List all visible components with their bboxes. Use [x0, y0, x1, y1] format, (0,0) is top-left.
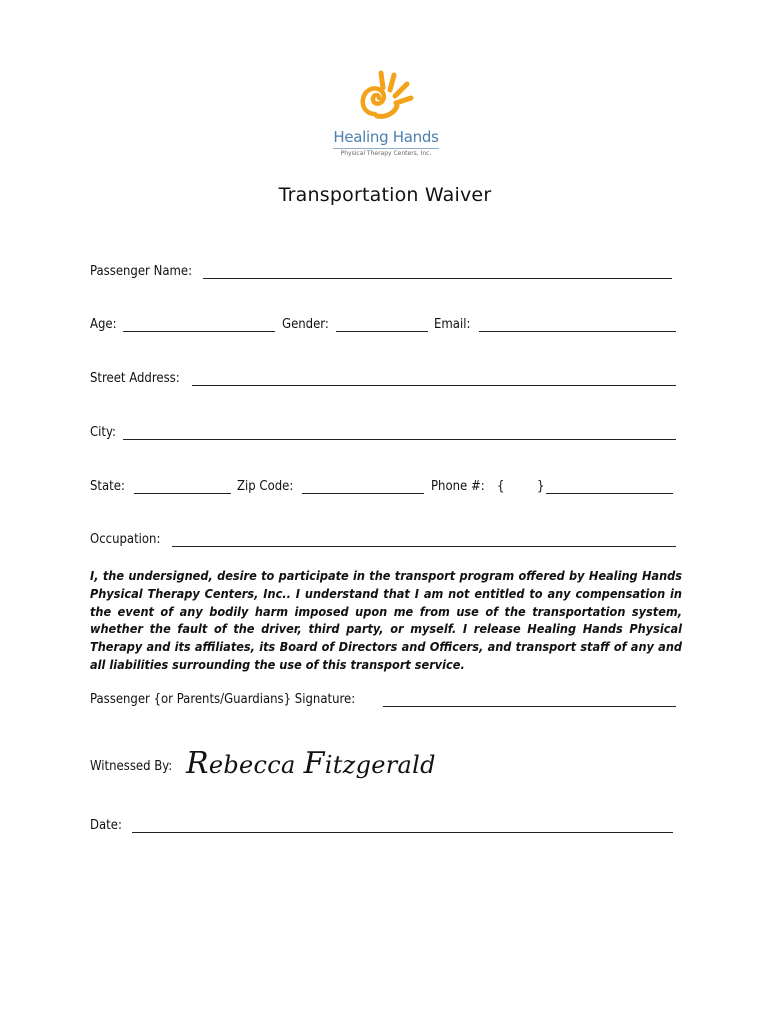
- waiver-line: I, the undersigned, desire to participate in the transport program offered by Healing Hands: [90, 568, 682, 583]
- passenger-name-row: [90, 263, 680, 283]
- witness-signature-last-rest: itzgerald: [324, 751, 436, 779]
- brand-name: Healing Hands: [333, 128, 439, 146]
- passenger-name-label: Passenger Name:: [90, 264, 193, 279]
- state-field[interactable]: [134, 493, 231, 494]
- occupation-label: Occupation:: [90, 532, 161, 547]
- waiver-statement: [90, 567, 682, 674]
- date-label: Date:: [90, 818, 122, 833]
- city-label: City:: [90, 425, 116, 440]
- phone-area-open-brace: {: [497, 479, 505, 494]
- zip-code-field[interactable]: [302, 493, 424, 494]
- street-address-row: [90, 370, 680, 390]
- age-label: Age:: [90, 317, 117, 332]
- email-label: Email:: [434, 317, 471, 332]
- witness-signature-first-rest: ebecca: [208, 751, 304, 779]
- age-field[interactable]: [123, 331, 275, 332]
- brand-tagline: Physical Therapy Centers, Inc.: [340, 150, 432, 157]
- occupation-row: [90, 531, 680, 551]
- city-field[interactable]: [123, 439, 676, 440]
- city-row: [90, 424, 680, 444]
- company-logo: [325, 70, 447, 165]
- date-row: [90, 817, 680, 837]
- page-title: Transportation Waiver: [278, 184, 492, 206]
- waiver-line: whether the fault of the driver, third party, or myself. I release Healing Hands Physical: [90, 621, 682, 637]
- phone-field[interactable]: [546, 493, 673, 494]
- witness-signature: [186, 746, 436, 781]
- email-field[interactable]: [479, 331, 676, 332]
- passenger-name-field[interactable]: [203, 278, 672, 279]
- waiver-line: Therapy and its affiliates, its Board of Directors and Officers, and transport staff of any and: [90, 639, 682, 655]
- witness-signature-last-initial: F: [303, 746, 325, 781]
- street-address-label: Street Address:: [90, 371, 180, 386]
- witness-signature-first-initial: R: [186, 746, 209, 781]
- phone-label: Phone #:: [431, 479, 485, 494]
- state-zip-phone-row: [90, 478, 680, 498]
- state-label: State:: [90, 479, 125, 494]
- witnessed-by-label: Witnessed By:: [90, 759, 173, 774]
- street-address-field[interactable]: [192, 385, 676, 386]
- gender-field[interactable]: [336, 331, 428, 332]
- zip-code-label: Zip Code:: [237, 479, 294, 494]
- brand-divider: [333, 148, 439, 149]
- age-gender-email-row: [90, 316, 680, 336]
- waiver-line: the event of any bodily harm imposed upon me from use of the transportation system,: [90, 603, 682, 619]
- phone-area-close-brace: }: [537, 479, 545, 494]
- signature-field[interactable]: [383, 706, 676, 707]
- signature-label: Passenger {or Parents/Guardians} Signature:: [90, 692, 356, 707]
- hand-spiral-icon: [357, 70, 415, 126]
- occupation-field[interactable]: [172, 546, 676, 547]
- date-field[interactable]: [132, 832, 673, 833]
- waiver-line: all liabilities surrounding the use of this transport service.: [90, 656, 465, 672]
- signature-row: [90, 691, 680, 711]
- waiver-line: Physical Therapy Centers, Inc.. I understand that I am not entitled to any compensation in: [90, 585, 682, 601]
- gender-label: Gender:: [282, 317, 329, 332]
